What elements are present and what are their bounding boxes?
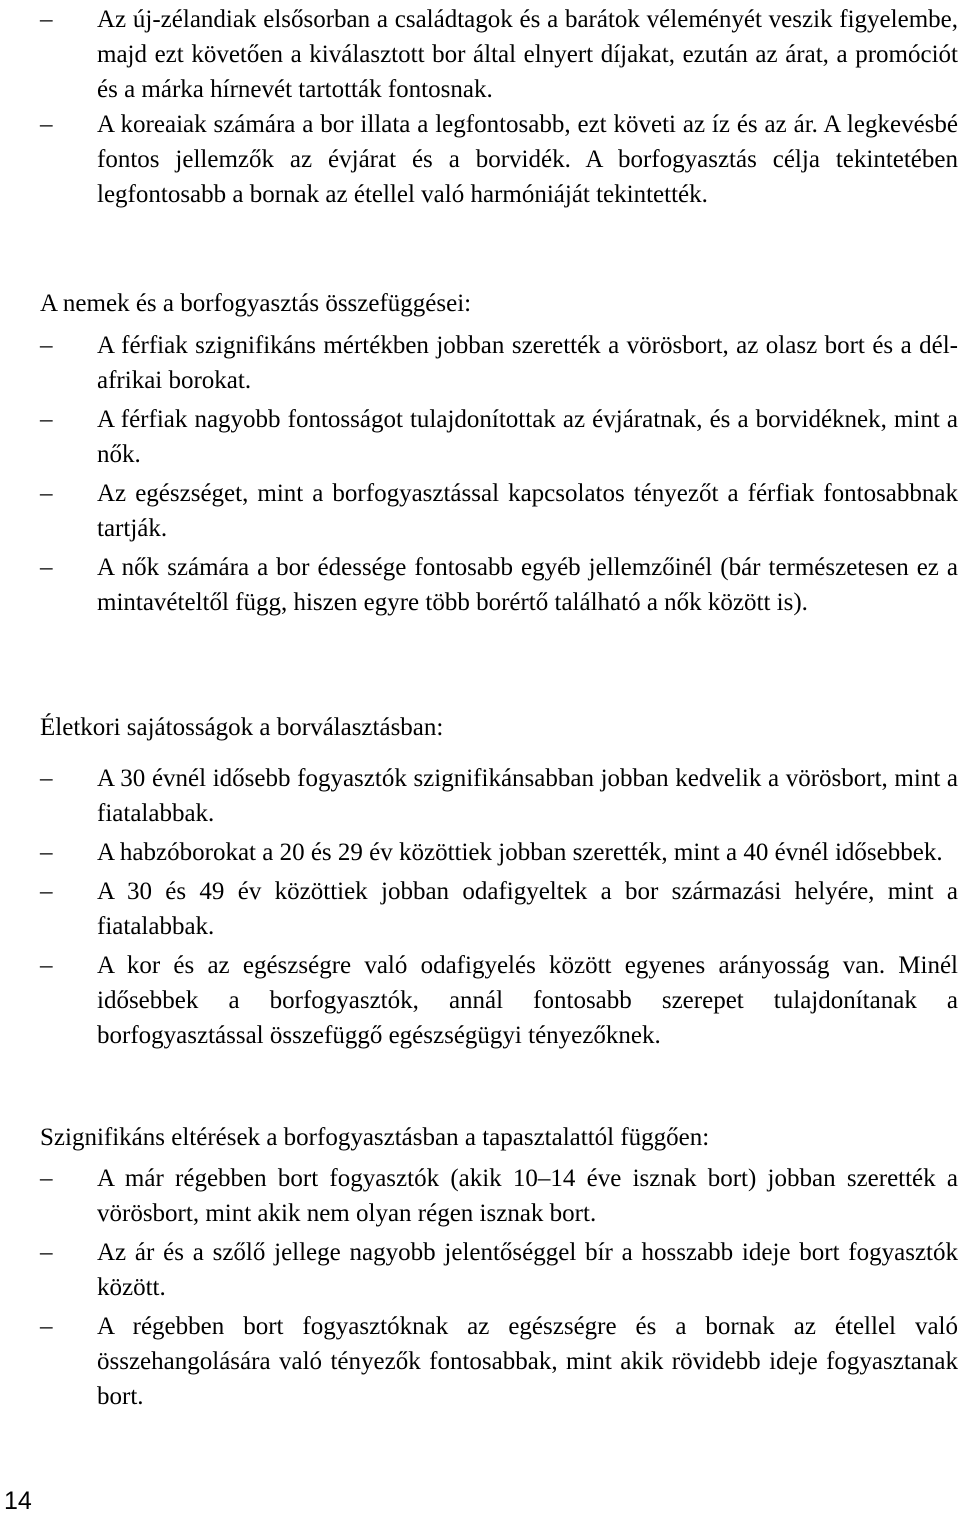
dash-bullet: – [40, 6, 53, 33]
list-item [40, 402, 958, 472]
dash-bullet: – [40, 1165, 53, 1192]
list-item [40, 2, 958, 107]
list-item-text: Az új-zélandiak elsősorban a családtagok és a barátok véleményét veszik figyelembe, majd ezt követően a kiválasztott bor által elnyert díjakat, ezután az árat, a promóciót és a márka hírnevét tartották fontosnak. [97, 6, 958, 103]
dash-bullet: – [40, 480, 53, 507]
list-item-text: A koreaiak számára a bor illata a legfontosabb, ezt követi az íz és az ár. A legkevésbé fontos jellemzők az évjárat és a borvidék. A borfogyasztás célja tekintetében legfontosabb a bornak az étellel való harmóniáját tekintették. [97, 111, 958, 208]
list-item-text: A régebben bort fogyasztóknak az egészségre és a bornak az étellel való összehangolására való tényezők fontosabbak, mint akik rövidebb ideje fogyasztanak bort. [97, 1313, 958, 1410]
list-item [40, 948, 958, 1053]
dash-bullet: – [40, 765, 53, 792]
bullet-list [40, 2, 958, 212]
section-age [40, 710, 958, 1053]
list-item-text: A kor és az egészségre való odafigyelés között egyenes arányosság van. Minél idősebbek a borfogyasztók, annál fontosabb szerepet tulajdonítanak a borfogyasztással összefüggő egészségügyi tényezőknek. [97, 952, 958, 1049]
section-heading: Életkori sajátosságok a borválasztásban: [40, 714, 444, 741]
list-item-text: Az egészséget, mint a borfogyasztással kapcsolatos tényezőt a férfiak fontosabbnak tartják. [97, 480, 958, 542]
list-item [40, 107, 958, 212]
list-item-text: A férfiak szignifikáns mértékben jobban szerették a vörösbort, az olasz bort és a dél-afrikai borokat. [97, 332, 958, 394]
bullet-list [40, 1161, 958, 1414]
dash-bullet: – [40, 839, 53, 866]
section-heading: A nemek és a borfogyasztás összefüggései: [40, 290, 472, 317]
list-item [40, 1309, 958, 1414]
list-item-text: A férfiak nagyobb fontosságot tulajdonítottak az évjáratnak, és a borvidéknek, mint a nők. [97, 406, 958, 468]
bullet-list [40, 761, 958, 1053]
list-item-text: Az ár és a szőlő jellege nagyobb jelentőséggel bír a hosszabb ideje bort fogyasztók között. [97, 1239, 958, 1301]
list-item [40, 761, 958, 831]
section-gender [40, 286, 958, 620]
list-item [40, 1161, 958, 1231]
list-item [40, 835, 958, 870]
section-experience [40, 1120, 958, 1414]
list-item [40, 550, 958, 620]
list-item [40, 1235, 958, 1305]
list-item [40, 874, 958, 944]
page-number: 14 [4, 1487, 32, 1515]
dash-bullet: – [40, 952, 53, 979]
section-heading: Szignifikáns eltérések a borfogyasztásban a tapasztalattól függően: [40, 1124, 710, 1151]
list-item-text: A nők számára a bor édessége fontosabb egyéb jellemzőinél (bár természetesen ez a mintavételtől függ, hiszen egyre több borértő található a nők között is). [97, 554, 958, 616]
dash-bullet: – [40, 111, 53, 138]
dash-bullet: – [40, 1239, 53, 1266]
list-item-text: A 30 évnél idősebb fogyasztók szignifikánsabban jobban kedvelik a vörösbort, mint a fiatalabbak. [97, 765, 958, 827]
section-continuation [40, 2, 958, 212]
dash-bullet: – [40, 332, 53, 359]
list-item [40, 476, 958, 546]
list-item-text: A habzóborokat a 20 és 29 év közöttiek jobban szerették, mint a 40 évnél idősebbek. [97, 839, 943, 866]
list-item-text: A 30 és 49 év közöttiek jobban odafigyeltek a bor származási helyére, mint a fiatalabbak. [97, 878, 958, 940]
list-item-text: A már régebben bort fogyasztók (akik 10–14 éve isznak bort) jobban szerették a vörösbort, mint akik nem olyan régen isznak bort. [97, 1165, 958, 1227]
bullet-list [40, 328, 958, 620]
dash-bullet: – [40, 406, 53, 433]
list-item [40, 328, 958, 398]
dash-bullet: – [40, 1313, 53, 1340]
dash-bullet: – [40, 878, 53, 905]
dash-bullet: – [40, 554, 53, 581]
